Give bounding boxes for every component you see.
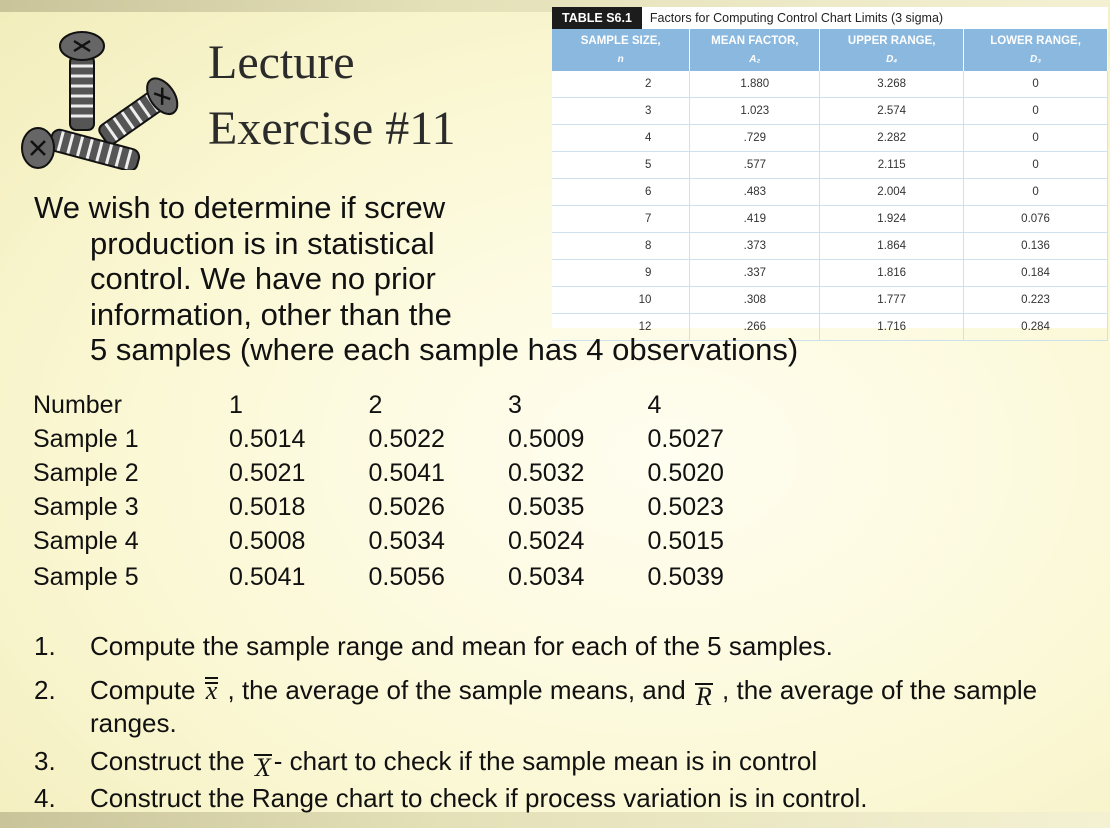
table-row: 8 .373 1.864 0.136	[552, 233, 1108, 260]
table-row: 5 .577 2.115 0	[552, 152, 1108, 179]
sample-row: Sample 5 0.5041 0.5056 0.5034 0.5039	[33, 562, 724, 591]
table-row: 12 .266 1.716 0.284	[552, 314, 1108, 341]
intro-line: control. We have no prior	[90, 261, 436, 296]
sample-header-row: Number 1 2 3 4	[33, 390, 662, 419]
title-line-1: Lecture	[208, 36, 355, 89]
title-line-2: Exercise #11	[208, 102, 456, 155]
table-row: 3 1.023 2.574 0	[552, 98, 1108, 125]
table-row: 7 .419 1.924 0.076	[552, 206, 1108, 233]
task-item: 4. Construct the Range chart to check if process variation is in control.	[34, 783, 868, 813]
table-label: TABLE S6.1	[552, 7, 642, 29]
sample-row: Sample 4 0.5008 0.5034 0.5024 0.5015	[33, 526, 724, 555]
table-row: 4 .729 2.282 0	[552, 125, 1108, 152]
table-row: 2 1.880 3.268 0	[552, 71, 1108, 98]
x-bar-symbol: X	[254, 753, 271, 782]
intro-line: production is in statistical	[90, 225, 435, 261]
header-sample-size: SAMPLE SIZE, n	[552, 29, 690, 71]
sample-row: Sample 2 0.5021 0.5041 0.5032 0.5020	[33, 458, 724, 487]
r-bar-symbol: R	[695, 682, 712, 711]
header-upper-range: UPPER RANGE, D₄	[820, 29, 964, 71]
task-item: 1. Compute the sample range and mean for each of the 5 samples.	[34, 631, 833, 661]
screws-clipart-icon	[10, 20, 200, 170]
intro-paragraph	[34, 190, 914, 368]
table-row: 6 .483 2.004 0	[552, 179, 1108, 206]
sample-data-table	[33, 388, 787, 594]
table-row: 9 .337 1.816 0.184	[552, 260, 1108, 287]
sample-row: Sample 1 0.5014 0.5022 0.5009 0.5027	[33, 424, 724, 453]
sample-row: Sample 3 0.5018 0.5026 0.5035 0.5023	[33, 492, 724, 521]
intro-line: 5 samples (where each sample has 4 observations)	[90, 332, 799, 367]
table-caption	[552, 7, 1108, 29]
intro-line: We wish to determine if screw	[34, 190, 446, 225]
table-caption-text: Factors for Computing Control Chart Limits (3 sigma)	[649, 11, 944, 25]
task-item: 2. Compute x , the average of the sample means, and R , the average of the sample ranges.	[34, 675, 1038, 738]
table-row: 10 .308 1.777 0.223	[552, 287, 1108, 314]
slide-title	[208, 30, 455, 162]
intro-line: information, other than the	[90, 296, 452, 332]
task-list	[34, 630, 1094, 814]
header-mean-factor: MEAN FACTOR, A₂	[690, 29, 820, 71]
bottom-decor-bar	[0, 812, 1110, 828]
x-double-bar-symbol: x	[205, 676, 218, 705]
header-lower-range: LOWER RANGE, D₃	[964, 29, 1108, 71]
task-item: 3. Construct the X - chart to check if the sample mean is in control	[34, 746, 818, 782]
